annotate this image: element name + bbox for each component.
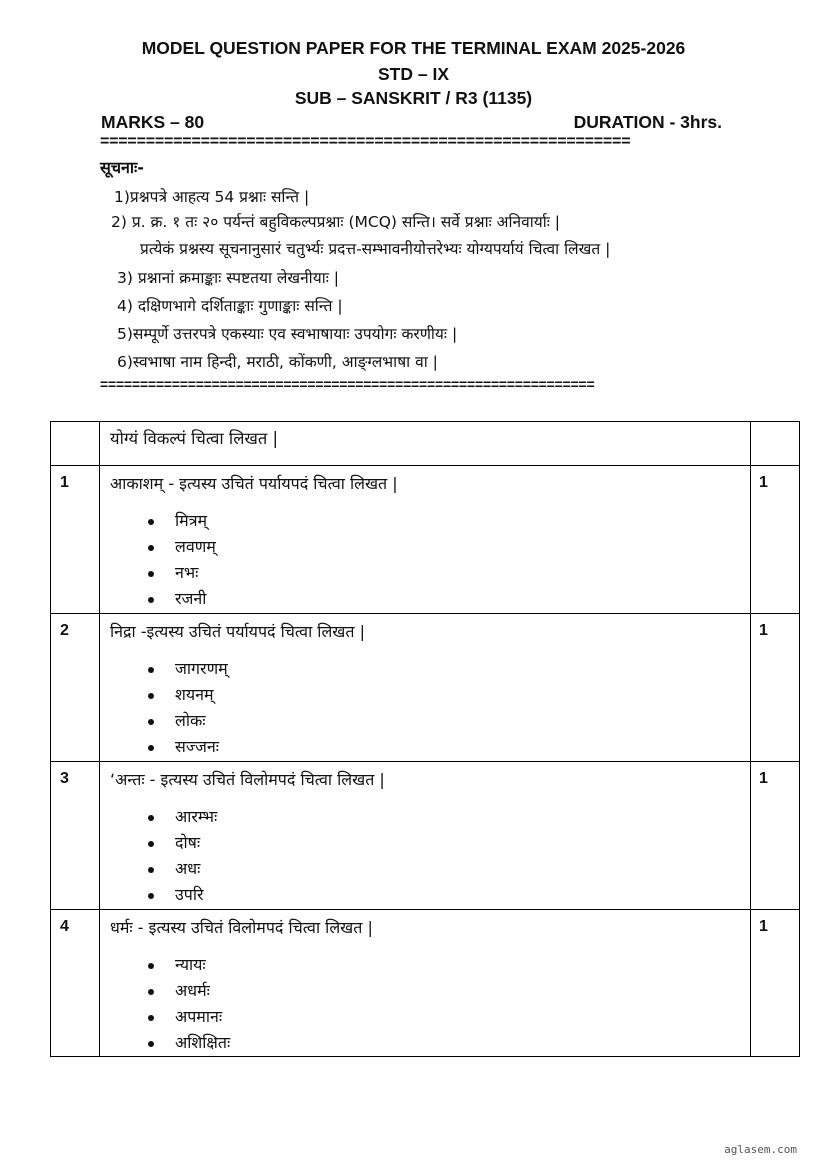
question-text: ‘अन्तः - इत्यस्य उचितं विलोमपदं चित्वा लिखत | <box>110 770 385 789</box>
option-item: दोषः <box>148 830 750 856</box>
question-text: निद्रा -इत्यस्य उचितं पर्यायपदं चित्वा लिखत | <box>110 622 365 641</box>
question-marks: 1 <box>751 762 800 910</box>
question-row <box>51 910 800 1057</box>
option-item: उपरि <box>148 882 750 908</box>
option-item: मित्रम् <box>148 508 750 534</box>
question-row <box>51 466 800 614</box>
question-row <box>51 762 800 910</box>
question-cell <box>100 466 751 614</box>
option-item: शयनम् <box>148 682 750 708</box>
option-item: सज्जनः <box>148 734 750 760</box>
instruction-item: 4) दक्षिणभागे दर्शिताङ्काः गुणाङ्काः सन्ति | <box>117 297 343 315</box>
option-item: आरम्भः <box>148 804 750 830</box>
option-item: अपमानः <box>148 1004 750 1030</box>
option-item: न्यायः <box>148 952 750 978</box>
option-item: लोकः <box>148 708 750 734</box>
divider-bottom: ============================================================== <box>100 376 595 392</box>
question-cell <box>100 614 751 762</box>
paper-title: MODEL QUESTION PAPER FOR THE TERMINAL EXAM 2025-2026 <box>141 38 686 58</box>
question-marks: 1 <box>751 614 800 762</box>
option-item: जागरणम् <box>148 656 750 682</box>
question-cell <box>100 762 751 910</box>
section-heading-row <box>51 422 800 466</box>
question-text: आकाशम् - इत्यस्य उचितं पर्यायपदं चित्वा लिखत | <box>110 474 398 493</box>
question-number: 4 <box>51 910 100 1057</box>
option-item: रजनी <box>148 586 750 612</box>
option-item: अधर्मः <box>148 978 750 1004</box>
watermark: aglasem.com <box>724 1143 797 1156</box>
divider-top: ========================================================== <box>100 133 631 150</box>
instruction-item: प्रत्येकं प्रश्नस्य सूचनानुसारं चतुर्भ्यः प्रदत्त-सम्भावनीयोत्तरेभ्यः योग्यपर्यायं चित्वा लिखत | <box>140 240 611 258</box>
question-marks: 1 <box>751 466 800 614</box>
duration-label: DURATION - 3hrs. <box>573 112 722 132</box>
question-text: धर्मः - इत्यस्य उचितं विलोमपदं चित्वा लिखत | <box>110 918 373 937</box>
number-cell <box>51 422 100 466</box>
question-marks: 1 <box>751 910 800 1057</box>
instruction-item: 1)प्रश्नपत्रे आहत्य 54 प्रश्नाः सन्ति | <box>114 188 310 206</box>
question-cell <box>100 910 751 1057</box>
section-heading: योग्यं विकल्पं चित्वा लिखत | <box>100 422 751 466</box>
subject-label: SUB – SANSKRIT / R3 (1135) <box>294 88 533 108</box>
marks-cell <box>751 422 800 466</box>
options-list <box>110 656 750 760</box>
question-number: 3 <box>51 762 100 910</box>
instruction-item: 2) प्र. क्र. १ तः २० पर्यन्तं बहुविकल्पप्रश्नाः (MCQ) सन्ति। सर्वे प्रश्नाः अनिवार्याः | <box>111 213 561 231</box>
question-number: 1 <box>51 466 100 614</box>
option-item: नभः <box>148 560 750 586</box>
option-item: लवणम् <box>148 534 750 560</box>
options-list <box>110 804 750 908</box>
question-number: 2 <box>51 614 100 762</box>
question-table <box>50 421 800 1057</box>
options-list <box>110 952 750 1056</box>
instruction-item: 5)सम्पूर्णे उत्तरपत्रे एकस्याः एव स्वभाषायाः उपयोगः करणीयः | <box>117 325 458 343</box>
option-item: अधः <box>148 856 750 882</box>
question-row <box>51 614 800 762</box>
instructions-title: सूचनाः- <box>100 158 144 177</box>
option-item: अशिक्षितः <box>148 1030 750 1056</box>
standard-label: STD – IX <box>378 64 449 84</box>
instruction-item: 3) प्रश्नानां क्रमाङ्काः स्पष्टतया लेखनीयाः | <box>117 269 339 287</box>
marks-label: MARKS – 80 <box>101 112 205 132</box>
options-list <box>110 508 750 612</box>
instruction-item: 6)स्वभाषा नाम हिन्दी, मराठी, कोंकणी, आङ्ग्लभाषा वा | <box>117 353 438 371</box>
